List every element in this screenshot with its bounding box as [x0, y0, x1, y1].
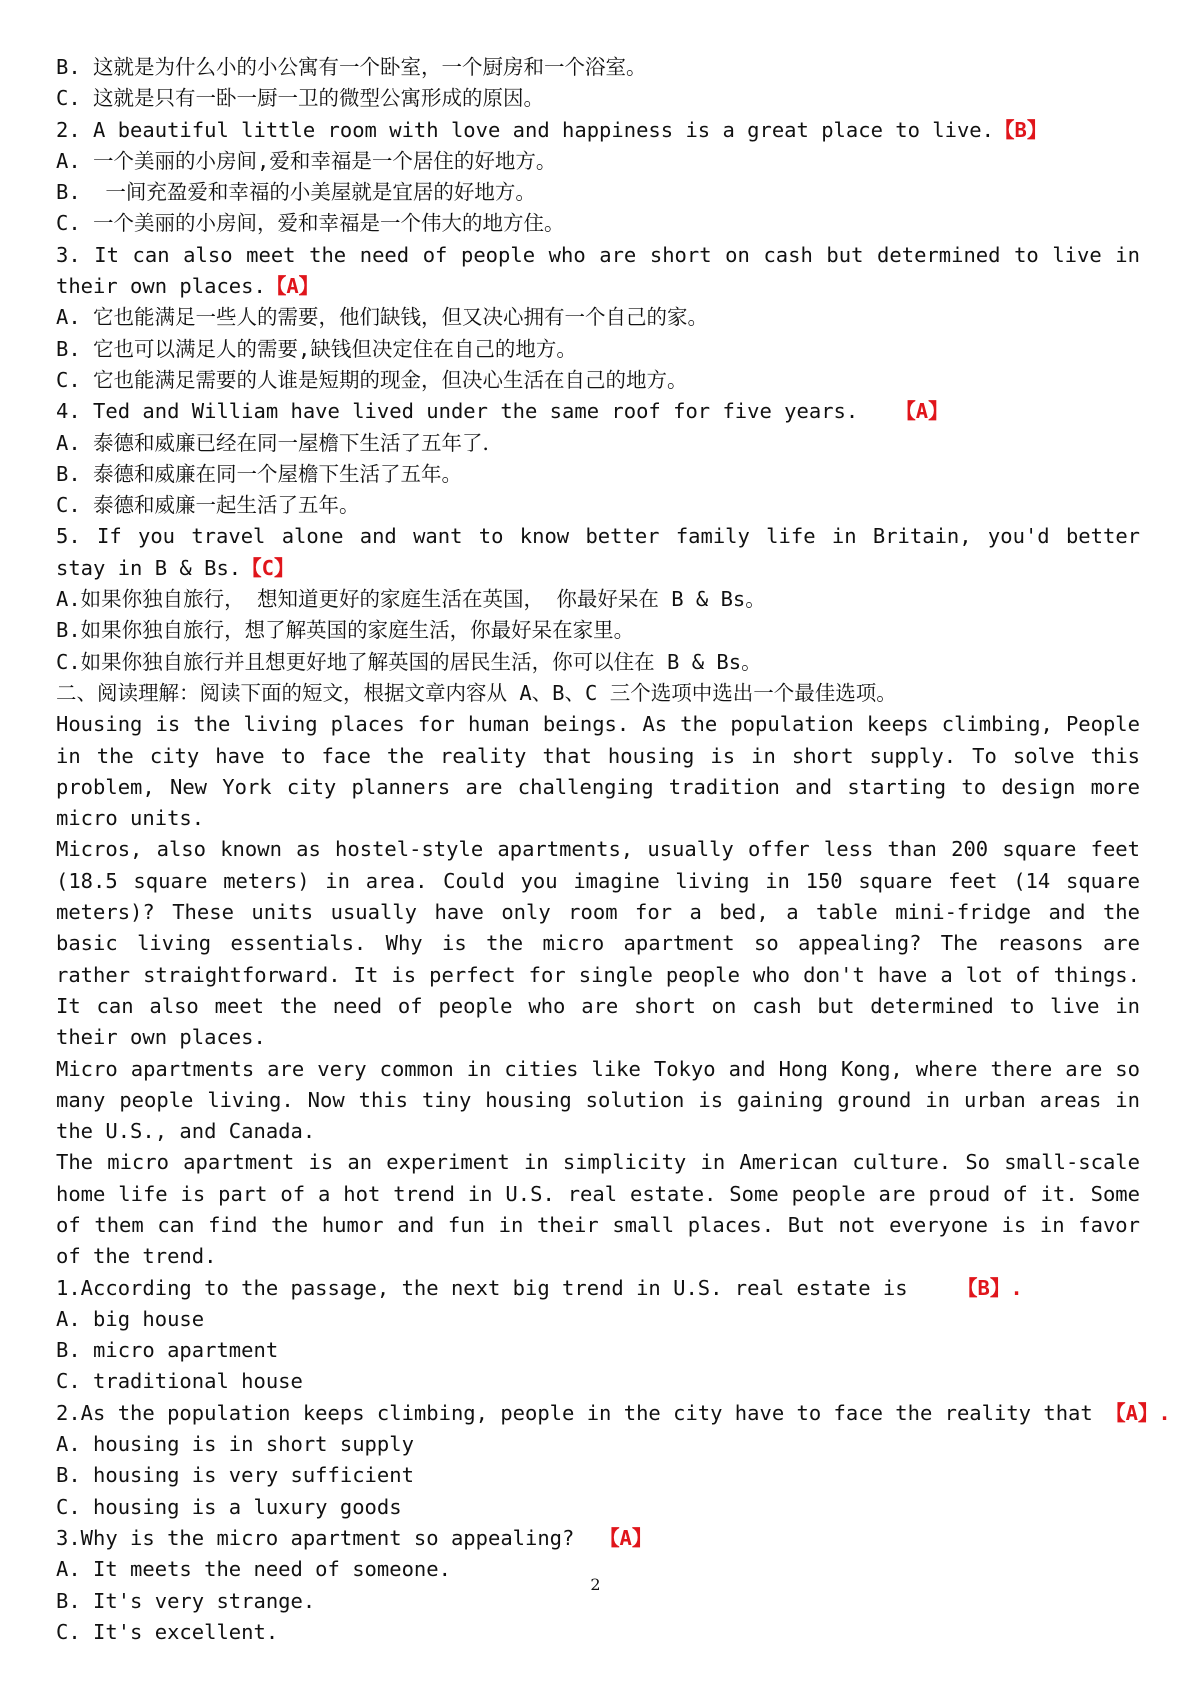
- reading-heading: 二、阅读理解：阅读下面的短文，根据文章内容从 A、B、C 三个选项中选出一个最佳选项。: [56, 680, 897, 705]
- q2-question-text: 2. A beautiful little room with love and happiness is a great place to live.: [56, 117, 994, 142]
- q4-answer: 【A】: [895, 399, 949, 424]
- document-page: [56, 52, 1171, 1648]
- q1-option-c: C. 这就是只有一卧一厨一卫的微型公寓形成的原因。: [56, 86, 545, 111]
- q5-option-c: C.如果你独自旅行并且想更好地了解英国的居民生活，你可以住在 B & Bs。: [56, 649, 762, 674]
- q3-option-a: A. 它也能满足一些人的需要，他们缺钱，但又决心拥有一个自己的家。: [56, 305, 709, 330]
- rq3-option-a: A. It meets the need of someone.: [56, 1557, 451, 1582]
- passage-paragraph-1: Housing is the living places for human beings. As the population keeps climbing, People in the city have to face the reality that housing is in short supply. To solve this problem, New York city planners are challenging tradition and starting to design more micro units.: [56, 712, 1140, 831]
- q1-option-b: B. 这就是为什么小的小公寓有一个卧室，一个厨房和一个浴室。: [56, 55, 647, 79]
- rq3-answer: 【A】: [599, 1525, 653, 1550]
- q5-question-text: 5. If you travel alone and want to know better family life in Britain, you'd better stay in B & Bs.: [56, 524, 1140, 580]
- rq3-option-c: C. It's excellent.: [56, 1619, 279, 1644]
- q2-option-a: A. 一个美丽的小房间,爱和幸福是一个居住的好地方。: [56, 148, 557, 173]
- rq2-question-text: 2.As the population keeps climbing, people in the city have to face the reality that: [56, 1400, 1106, 1425]
- page-number: 2: [590, 1575, 601, 1594]
- rq3-question-text: 3.Why is the micro apartment so appealing?: [56, 1525, 600, 1550]
- q2-answer: 【B】: [994, 117, 1048, 142]
- q4-option-a: A. 泰德和威廉已经在同一屋檐下生活了五年了．: [56, 430, 504, 455]
- q3-question: [56, 240, 1140, 303]
- passage-paragraph-3: Micro apartments are very common in cities like Tokyo and Hong Kong, where there are so many people living. Now this tiny housing solution is gaining ground in urban areas in the U.S., and Canada.: [56, 1056, 1140, 1144]
- q4-option-b: B. 泰德和威廉在同一个屋檐下生活了五年。: [56, 461, 463, 486]
- q3-question-text: 3. It can also meet the need of people who are short on cash but determined to live in their own places.: [56, 242, 1140, 299]
- rq2-question: [56, 1398, 1171, 1429]
- passage-paragraph-2: Micros, also known as hostel-style apartments, usually offer less than 200 square feet (18.5 square meters) in area. Could you imagine living in 150 square feet (14 square meters)? These units usually have only room for a bed, a table mini-fridge and the basic living essentials. Why is the micro apartment so appealing? The reasons are rather straightforward. It is perfect for single people who don't have a lot of things. It can also meet the need of people who are short on cash but determined to live in their own places.: [56, 837, 1140, 1050]
- q5-option-a: A.如果你独自旅行， 想知道更好的家庭生活在英国， 你最好呆在 B & Bs。: [56, 587, 766, 612]
- q3-option-c: C. 它也能满足需要的人谁是短期的现金，但决心生活在自己的地方。: [56, 367, 688, 392]
- q5-question: [56, 521, 1140, 584]
- q5-answer: 【C】: [241, 555, 295, 580]
- rq2-option-c: C. housing is a luxury goods: [56, 1494, 402, 1519]
- q4-question: [56, 396, 1140, 427]
- passage-paragraph-4: The micro apartment is an experiment in simplicity in American culture. So small-scale home life is part of a hot trend in U.S. real estate. Some people are proud of it. Some of them can find the humor and fun in their small places. But not everyone is in favor of the trend.: [56, 1150, 1140, 1269]
- rq1-option-a: A. big house: [56, 1306, 205, 1331]
- rq1-answer: 【B】.: [956, 1275, 1023, 1300]
- rq2-option-b: B. housing is very sufficient: [56, 1463, 414, 1488]
- q4-option-c: C. 泰德和威廉一起生活了五年。: [56, 493, 360, 518]
- q2-question: [56, 115, 1140, 146]
- rq1-question: [56, 1273, 1140, 1304]
- q4-question-text: 4. Ted and William have lived under the same roof for five years.: [56, 399, 896, 424]
- rq2-option-a: A. housing is in short supply: [56, 1432, 414, 1457]
- rq2-answer: 【A】.: [1105, 1400, 1171, 1425]
- q3-option-b: B. 它也可以满足人的需要,缺钱但决定住在自己的地方。: [56, 336, 577, 361]
- rq3-question: [56, 1523, 1140, 1554]
- rq1-option-c: C. traditional house: [56, 1369, 303, 1394]
- q2-option-b: B. 一间充盈爱和幸福的小美屋就是宜居的好地方。: [56, 180, 536, 205]
- q5-option-b: B.如果你独自旅行，想了解英国的家庭生活，你最好呆在家里。: [56, 618, 635, 643]
- rq3-option-b: B. It's very strange.: [56, 1588, 316, 1613]
- q3-answer: 【A】: [265, 274, 320, 299]
- q2-option-c: C. 一个美丽的小房间，爱和幸福是一个伟大的地方住。: [56, 211, 565, 236]
- rq1-question-text: 1.According to the passage, the next big trend in U.S. real estate is: [56, 1275, 957, 1300]
- rq1-option-b: B. micro apartment: [56, 1338, 279, 1363]
